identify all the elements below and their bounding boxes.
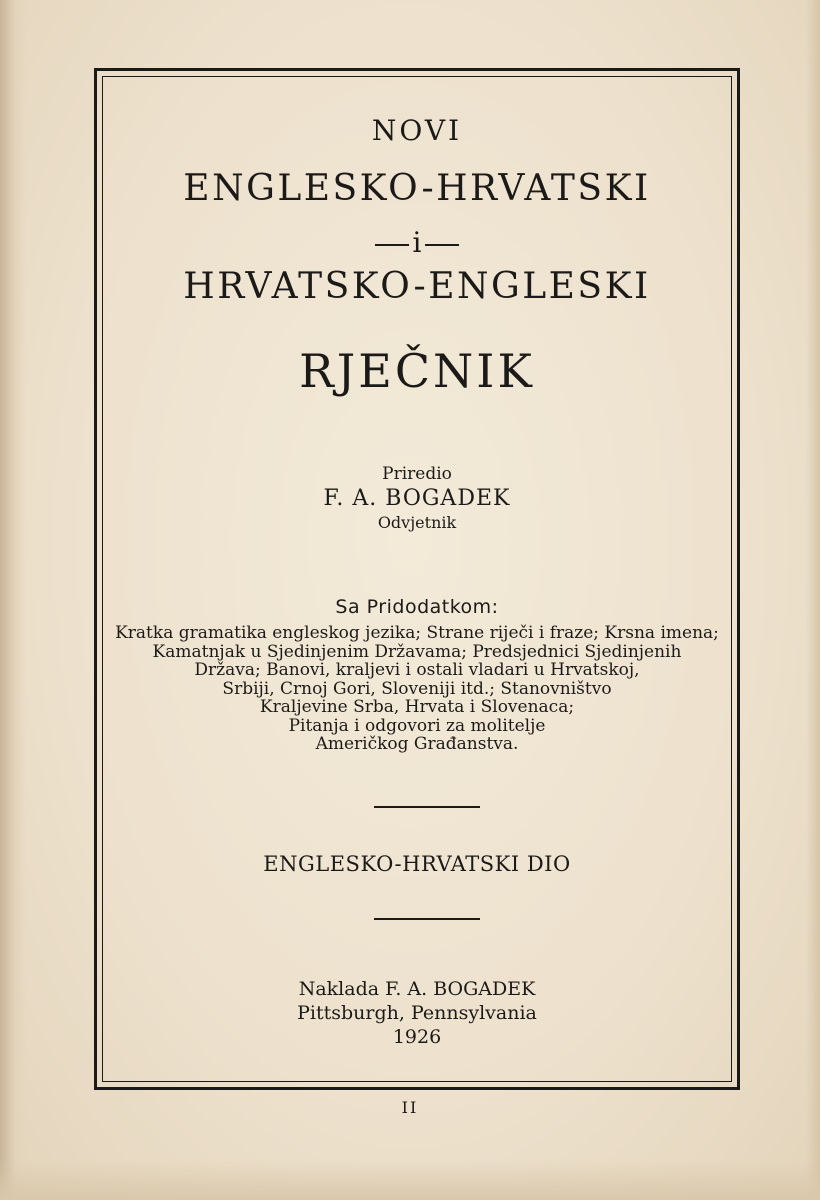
appendix-line: Kamatnjak u Sjedinjenim Državama; Predsjednici Sjedinjenih — [152, 641, 682, 662]
page-edge-right — [806, 0, 820, 1200]
dash-left — [375, 244, 409, 246]
appendix-line: Srbiji, Crnoj Gori, Sloveniji itd.; Stanovništvo — [222, 678, 612, 699]
appendix-line: Kratka gramatika engleskog jezika; Strane riječi i fraze; Krsna imena; — [115, 623, 719, 643]
divider-rule-bottom — [374, 918, 480, 920]
publication-year: 1926 — [392, 1026, 442, 1048]
publication-place: Pittsburgh, Pennsylvania — [297, 1002, 537, 1024]
title-novi: NOVI — [371, 114, 463, 147]
spine-shadow — [0, 0, 26, 1200]
publisher-line: Naklada F. A. BOGADEK — [298, 978, 536, 1000]
author-title: Odvjetnik — [377, 513, 457, 532]
appendix-line: Kraljevine Srba, Hrvata i Slovenaca; — [259, 697, 575, 717]
appendix-heading: Sa Pridodatkom: — [335, 596, 499, 618]
title-hrvatsko-engleski: HRVATSKO-ENGLESKI — [183, 266, 651, 307]
title-conjunction — [102, 226, 732, 259]
imprint — [102, 977, 732, 1049]
divider-rule-top — [374, 806, 480, 808]
appendix-line: Pitanja i odgovori za molitelje — [288, 715, 546, 736]
part-title: ENGLESKO-HRVATSKI DIO — [263, 852, 571, 876]
author-name: F. A. BOGADEK — [323, 486, 511, 511]
page-number: II — [401, 1098, 419, 1117]
prepared-by-label: Priredio — [382, 464, 452, 484]
appendix-description — [102, 624, 732, 754]
page-edge-bottom — [0, 1160, 820, 1200]
title-rjecnik: RJEČNIK — [299, 344, 535, 398]
appendix-line: Država; Banovi, kraljevi i ostali vladari u Hrvatskoj, — [194, 660, 640, 680]
appendix-line: Američkog Građanstva. — [315, 734, 519, 754]
dash-right — [425, 244, 459, 246]
title-conjunction-text: i — [412, 226, 422, 259]
title-englesko-hrvatski: ENGLESKO-HRVATSKI — [183, 168, 651, 209]
